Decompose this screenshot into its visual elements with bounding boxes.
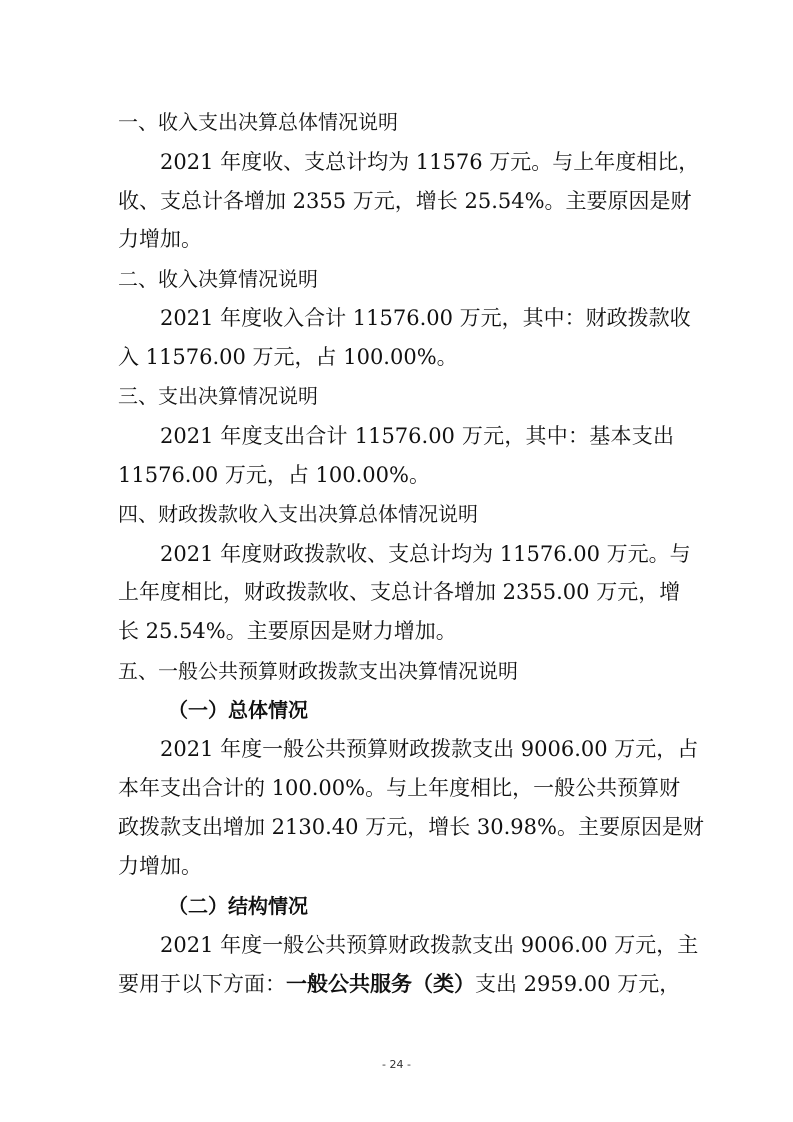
paragraph-line: 2021 年度一般公共预算财政拨款支出 9006.00 万元，主 [160,933,699,957]
paragraph-line: 2021 年度支出合计 11576.00 万元，其中：基本支出 [160,424,674,448]
paragraph-line: 入 11576.00 万元，占 100.00%。 [118,345,458,369]
paragraph-line: 2021 年度一般公共预算财政拨款支出 9006.00 万元，占 [160,737,699,761]
paragraph-line: 力增加。 [118,227,202,251]
bold-category: 一般公共服务（类） [286,972,475,996]
paragraph-line [118,969,681,999]
section-heading-1: 一、收入支出决算总体情况说明 [118,110,398,134]
paragraph-line: 收、支总计各增加 2355 万元，增长 25.54%。主要原因是财 [118,189,692,213]
section-heading-4: 四、财政拨款收入支出决算总体情况说明 [118,502,478,526]
paragraph-line: 11576.00 万元，占 100.00%。 [118,463,430,487]
paragraph-line: 2021 年度收入合计 11576.00 万元，其中：财政拨款收 [160,306,691,330]
paragraph-line: 2021 年度收、支总计均为 11576 万元。与上年度相比， [160,150,700,174]
paragraph-text: 支出 2959.00 万元， [475,972,681,996]
section-heading-3: 三、支出决算情况说明 [118,384,318,408]
paragraph-line: 长 25.54%。主要原因是财力增加。 [118,619,457,643]
paragraph-line: 2021 年度财政拨款收、支总计均为 11576.00 万元。与 [160,542,691,566]
paragraph-line: 力增加。 [118,854,202,878]
paragraph-line: 上年度相比，财政拨款收、支总计各增加 2355.00 万元，增 [118,580,681,604]
page-number: - 24 - [382,1058,411,1071]
paragraph-line: 政拨款支出增加 2130.40 万元，增长 30.98%。主要原因是财 [118,815,704,839]
paragraph-line: 本年支出合计的 100.00%。与上年度相比，一般公共预算财 [118,776,681,800]
section-heading-2: 二、收入决算情况说明 [118,267,318,291]
subsection-heading-overall: （一）总体情况 [168,698,308,722]
section-heading-5: 五、一般公共预算财政拨款支出决算情况说明 [118,659,518,683]
paragraph-text: 要用于以下方面： [118,972,286,996]
subsection-heading-structure: （二）结构情况 [168,894,308,918]
